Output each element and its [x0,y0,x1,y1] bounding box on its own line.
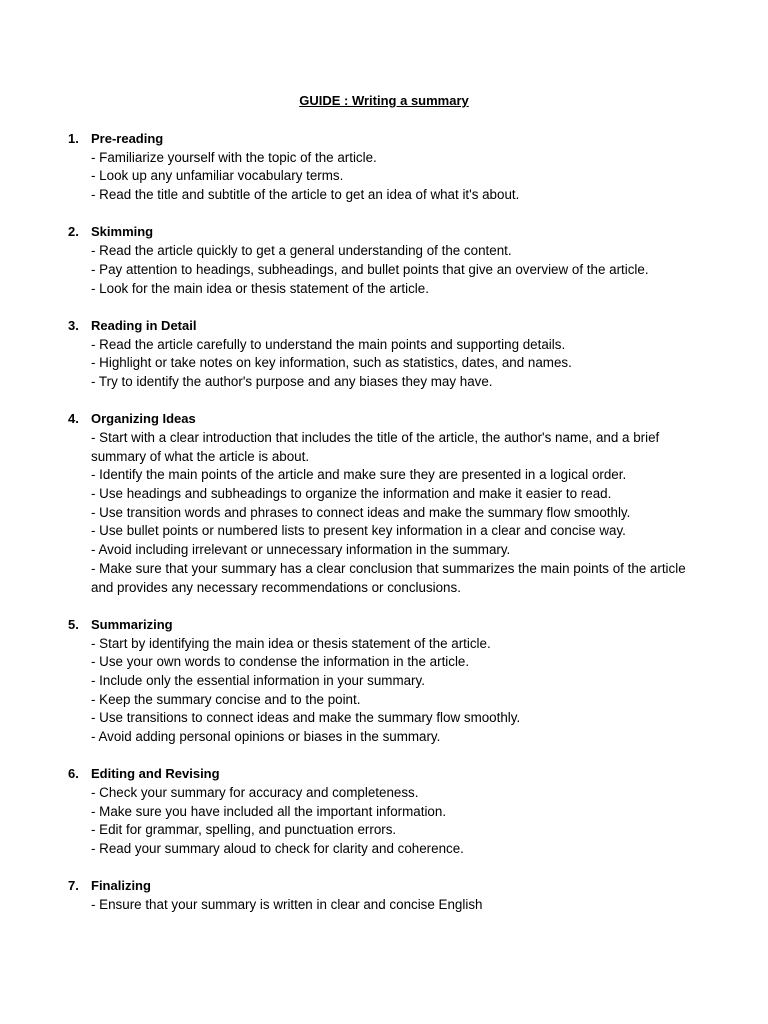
list-item: - Use bullet points or numbered lists to present key information in a clear and concise way. [91,523,626,539]
list-item: - Start with a clear introduction that includes the title of the article, the author's name, and a brief summary of what the article is about. [91,429,660,464]
list-item: - Familiarize yourself with the topic of the article. [91,149,377,165]
list-item: - Use transition words and phrases to connect ideas and make the summary flow smoothly. [91,504,631,520]
list-item: - Include only the essential information in your summary. [91,672,425,688]
section-heading: Summarizing [91,616,173,632]
section-heading: Finalizing [91,878,151,894]
list-item: - Avoid adding personal opinions or biases in the summary. [91,729,441,745]
list-item: - Try to identify the author's purpose and any biases they may have. [91,373,493,389]
section-number: 1. [68,131,79,146]
section-organizing-ideas [0,410,768,597]
section-number: 2. [68,224,79,240]
list-item: - Look for the main idea or thesis statement of the article. [91,280,429,296]
list-item: - Use headings and subheadings to organize the information and make it easier to read. [91,486,612,502]
section-summarizing [0,616,768,747]
list-item: - Read the title and subtitle of the article to get an idea of what it's about. [91,187,520,203]
section-finalizing [0,877,768,914]
section-number: 7. [68,878,79,894]
section-reading-in-detail [0,317,768,392]
list-item: - Read your summary aloud to check for clarity and coherence. [91,841,464,857]
section-heading: Editing and Revising [91,766,220,782]
list-item: - Pay attention to headings, subheadings, and bullet points that give an overview of the article. [91,261,649,277]
list-item: - Ensure that your summary is written in clear and concise English [91,897,483,913]
section-heading: Skimming [91,224,154,240]
sections-list [0,130,768,933]
document-title: GUIDE : Writing a summary [299,93,469,108]
list-item: - Keep the summary concise and to the point. [91,691,361,707]
list-item: - Start by identifying the main idea or thesis statement of the article. [91,635,491,651]
list-item: - Make sure that your summary has a clear conclusion that summarizes the main points of the article and provides any necessary recommendations or conclusions. [91,560,686,595]
section-heading: Organizing Ideas [91,411,196,427]
list-item: - Make sure you have included all the important information. [91,803,447,819]
section-number: 5. [68,616,79,632]
list-item: - Highlight or take notes on key information, such as statistics, dates, and names. [91,355,572,371]
list-item: - Use your own words to condense the information in the article. [91,654,470,670]
list-item: - Read the article quickly to get a general understanding of the content. [91,243,512,259]
list-item: - Check your summary for accuracy and completeness. [91,785,419,801]
section-editing-and-revising [0,765,768,859]
list-item: - Use transitions to connect ideas and make the summary flow smoothly. [91,710,521,726]
section-pre-reading [0,130,768,205]
list-item: - Identify the main points of the article and make sure they are presented in a logical order. [91,467,627,483]
section-skimming [0,223,768,298]
list-item: - Avoid including irrelevant or unnecessary information in the summary. [91,542,511,558]
list-item: - Look up any unfamiliar vocabulary terms. [91,168,344,184]
list-item: - Edit for grammar, spelling, and punctuation errors. [91,822,397,838]
section-heading: Pre-reading [91,131,164,146]
list-item: - Read the article carefully to understand the main points and supporting details. [91,336,566,352]
section-number: 6. [68,766,79,782]
section-number: 4. [68,411,79,427]
section-heading: Reading in Detail [91,317,197,333]
section-number: 3. [68,317,79,333]
